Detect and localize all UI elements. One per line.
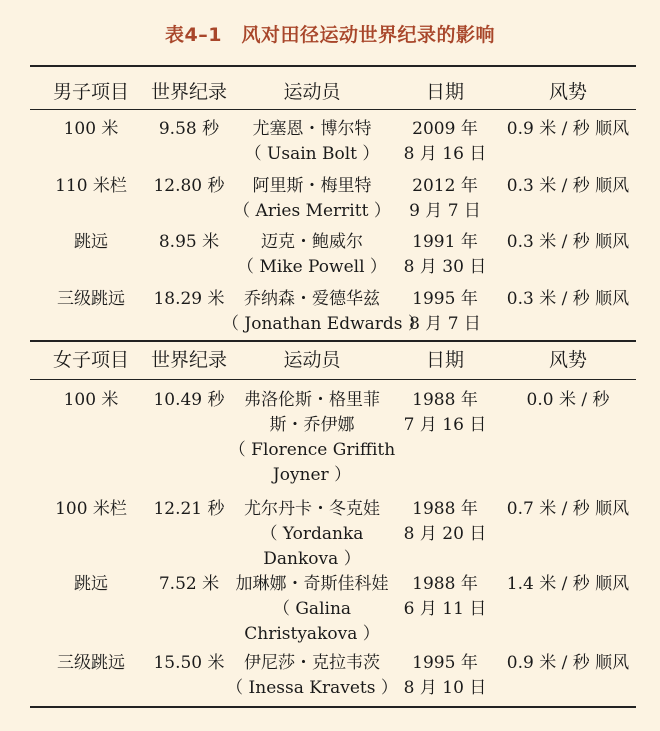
cell-line: 1988 年 — [412, 390, 478, 410]
athlete-cell — [222, 651, 402, 701]
cell-line: 1991 年 — [412, 232, 478, 252]
event-cell: 跳远 — [74, 574, 108, 594]
cell-line: 2009 年 — [412, 119, 478, 139]
cell-line: 8 月 7 日 — [409, 314, 481, 334]
athlete-cell — [222, 497, 402, 572]
cell-line: （ Usain Bolt ） — [244, 144, 380, 164]
wind-cell: 0.9 米 / 秒 顺风 — [506, 653, 630, 673]
men-header-cell: 风势 — [548, 81, 587, 103]
cell-line: 2012 年 — [412, 176, 478, 196]
women-header-cell: 日期 — [425, 349, 464, 371]
record-cell: 9.58 秒 — [158, 119, 220, 139]
women-top-rule — [30, 340, 636, 342]
date-cell — [400, 388, 490, 438]
wind-cell: 0.7 米 / 秒 顺风 — [506, 499, 630, 519]
men-header-cell: 世界纪录 — [150, 81, 227, 103]
cell-line: （ Inessa Kravets ） — [226, 678, 398, 698]
cell-line: 6 月 11 日 — [403, 599, 487, 619]
athlete-cell — [222, 388, 402, 488]
men-header-cell: 运动员 — [283, 81, 341, 103]
cell-line: 尤塞恩・博尔特 — [252, 119, 372, 139]
women-header-rule — [30, 379, 636, 380]
cell-line: 1995 年 — [412, 289, 478, 309]
cell-line: （ Yordanka — [260, 524, 364, 544]
cell-line: 1988 年 — [412, 574, 478, 594]
cell-line: 1988 年 — [412, 499, 478, 519]
date-cell — [400, 651, 490, 701]
athlete-cell — [222, 117, 402, 167]
men-header-cell: 男子项目 — [52, 81, 129, 103]
date-cell — [400, 174, 490, 224]
record-cell: 12.21 秒 — [153, 499, 225, 519]
cell-line: 9 月 7 日 — [409, 201, 481, 221]
cell-line: 尤尔丹卡・冬克娃 — [244, 499, 380, 519]
cell-line: （ Jonathan Edwards ） — [222, 314, 425, 334]
wind-cell: 0.9 米 / 秒 顺风 — [506, 119, 630, 139]
cell-line: 迈克・鲍威尔 — [261, 232, 363, 252]
event-cell: 100 米 — [63, 119, 119, 139]
date-cell — [400, 287, 490, 337]
event-cell: 100 米栏 — [55, 499, 127, 519]
cell-line: 斯・乔伊娜 — [269, 415, 355, 435]
women-header-cell: 运动员 — [283, 349, 341, 371]
cell-line: 8 月 30 日 — [403, 257, 487, 277]
date-cell — [400, 230, 490, 280]
wind-cell: 0.3 米 / 秒 顺风 — [506, 176, 630, 196]
athlete-cell — [222, 230, 402, 280]
men-top-rule — [30, 65, 636, 67]
women-header-cell: 女子项目 — [52, 349, 129, 371]
event-cell: 三级跳远 — [57, 289, 125, 309]
record-cell: 12.80 秒 — [153, 176, 225, 196]
wind-cell: 0.0 米 / 秒 — [526, 390, 610, 410]
athlete-cell — [222, 174, 402, 224]
cell-line: 加琳娜・奇斯佳科娃 — [235, 574, 389, 594]
women-header-cell: 世界纪录 — [150, 349, 227, 371]
date-cell — [400, 572, 490, 622]
record-cell: 15.50 米 — [153, 653, 225, 673]
record-cell: 7.52 米 — [158, 574, 220, 594]
cell-line: 8 月 20 日 — [403, 524, 487, 544]
cell-line: Dankova ） — [263, 549, 361, 569]
event-cell: 三级跳远 — [57, 653, 125, 673]
date-cell — [400, 117, 490, 167]
bottom-rule — [30, 706, 636, 708]
cell-line: 1995 年 — [412, 653, 478, 673]
cell-line: Christyakova ） — [244, 624, 380, 644]
women-header-cell: 风势 — [548, 349, 587, 371]
cell-line: （ Aries Merritt ） — [233, 201, 391, 221]
cell-line: 阿里斯・梅里特 — [252, 176, 372, 196]
event-cell: 100 米 — [63, 390, 119, 410]
table-caption: 表4–1 风对田径运动世界纪录的影响 — [165, 24, 495, 46]
cell-line: （ Florence Griffith — [228, 440, 396, 460]
record-cell: 8.95 米 — [158, 232, 220, 252]
wind-cell: 1.4 米 / 秒 顺风 — [506, 574, 630, 594]
event-cell: 跳远 — [74, 232, 108, 252]
cell-line: 8 月 16 日 — [403, 144, 487, 164]
cell-line: （ Mike Powell ） — [237, 257, 387, 277]
athlete-cell — [222, 572, 402, 647]
cell-line: 7 月 16 日 — [403, 415, 487, 435]
record-cell: 18.29 米 — [153, 289, 225, 309]
record-cell: 10.49 秒 — [153, 390, 225, 410]
men-header-cell: 日期 — [425, 81, 464, 103]
wind-cell: 0.3 米 / 秒 顺风 — [506, 289, 630, 309]
event-cell: 110 米栏 — [55, 176, 127, 196]
cell-line: 伊尼莎・克拉韦茨 — [244, 653, 380, 673]
cell-line: 8 月 10 日 — [403, 678, 487, 698]
cell-line: 乔纳森・爱德华兹 — [244, 289, 380, 309]
cell-line: Joyner ） — [272, 465, 352, 485]
date-cell — [400, 497, 490, 547]
cell-line: （ Galina — [272, 599, 352, 619]
wind-cell: 0.3 米 / 秒 顺风 — [506, 232, 630, 252]
cell-line: 弗洛伦斯・格里菲 — [244, 390, 380, 410]
men-header-rule — [30, 109, 636, 110]
athlete-cell — [222, 287, 425, 337]
